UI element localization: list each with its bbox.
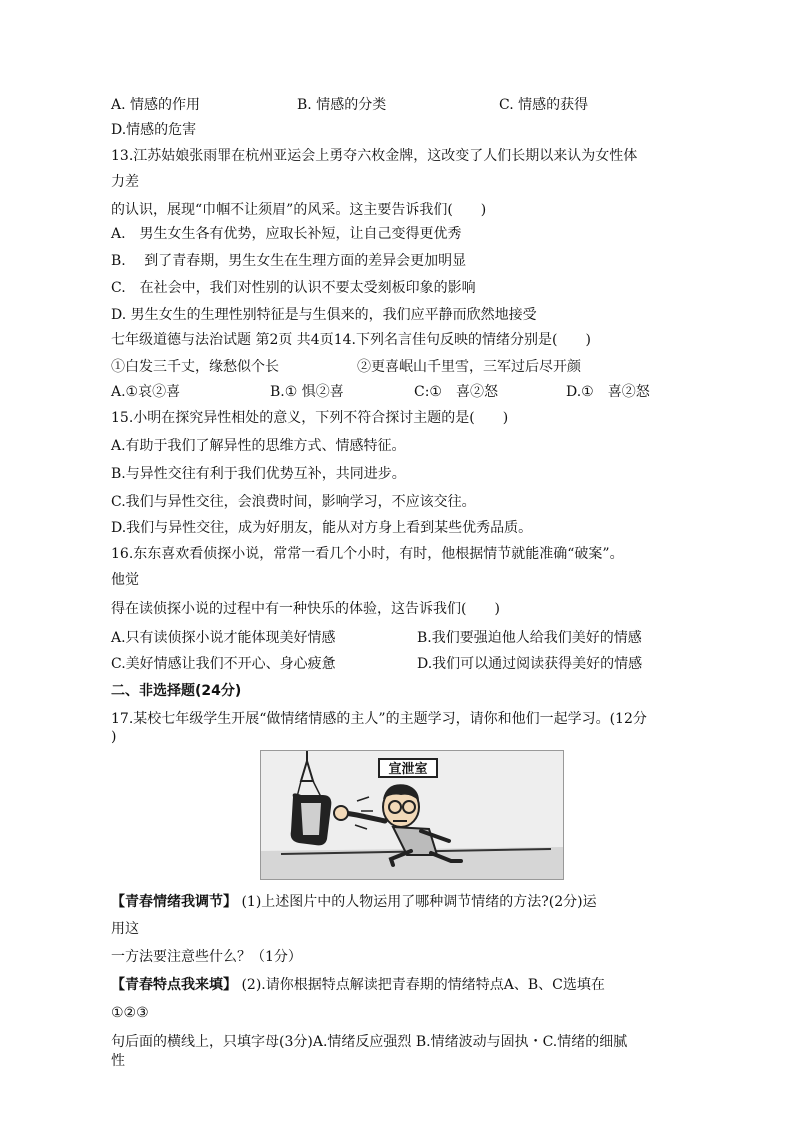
q17-part2-line1: [111, 976, 605, 994]
q17-part1-line2: 用这: [111, 921, 139, 937]
q17-stem-line2: ): [111, 729, 117, 745]
q14-option-c: C:① 喜②怒: [414, 384, 498, 400]
venting-room-illustration: [260, 750, 564, 880]
cartoon-drawing: [261, 751, 563, 879]
q14-option-a: A.①哀②喜: [111, 384, 181, 400]
q15-option-d: D.我们与异性交往，成为好朋友，能从对方身上看到某些优秀品质。: [111, 520, 533, 536]
q13-option-c: C. 在社会中，我们对性别的认识不要太受刻板印象的影响: [111, 280, 476, 296]
q14-stem: 七年级道德与法治试题 第2页 共4页14.下列名言佳句反映的情绪分别是( ): [111, 332, 591, 348]
q17-part1-line1: [111, 893, 597, 911]
q15-option-a: A.有助于我们了解异性的思维方式、情感特征。: [111, 438, 406, 454]
q16-option-c: C.美好情感让我们不开心、身心疲惫: [111, 656, 336, 672]
q12-option-d: D.情感的危害: [111, 122, 197, 138]
q14-option-d: D.① 喜②怒: [566, 384, 650, 400]
q12-option-c: C. 情感的获得: [499, 97, 589, 113]
q14-quote2: ②更喜岷山千里雪，三军过后尽开颜: [357, 359, 581, 375]
q12-option-a: A. 情感的作用: [111, 97, 201, 113]
q17-part2-tag: 【青春特点我来填】: [111, 977, 237, 993]
q14-option-b: B.① 惧②喜: [270, 384, 344, 400]
q17-stem-line1: 17.某校七年级学生开展“做情绪情感的主人”的主题学习，请你和他们一起学习。(12分: [111, 711, 647, 727]
q13-stem-line1: 13.江苏姑娘张雨罪在杭州亚运会上勇夺六枚金牌，这改变了人们长期以来认为女性体: [111, 148, 638, 164]
q13-option-d: D. 男生女生的生理性别特征是与生俱来的，我们应平静而欣然地接受: [111, 307, 537, 323]
q15-stem: 15.小明在探究异性相处的意义，下列不符合探讨主题的是( ): [111, 410, 509, 426]
q16-stem-line2: 他觉: [111, 572, 139, 588]
q17-part2-line4: 性: [111, 1053, 125, 1069]
q17-part2-line3: 句后面的横线上，只填字母(3分)A.情绪反应强烈 B.情绪波动与固执・C.情绪的细腻: [111, 1034, 628, 1050]
q17-part1-line3: 一方法要注意些什么？（1分）: [111, 949, 302, 965]
figure-sign-text: 宣泄室: [388, 762, 428, 777]
q16-stem-line3: 得在读侦探小说的过程中有一种快乐的体验，这告诉我们( ): [111, 601, 500, 617]
q16-option-d: D.我们可以通过阅读获得美好的情感: [417, 656, 643, 672]
q12-option-b: B. 情感的分类: [297, 97, 387, 113]
q16-option-a: A.只有读侦探小说才能体现美好情感: [111, 630, 336, 646]
q17-part2-text: (2).请你根据特点解读把青春期的情绪特点A、B、C选填在: [241, 977, 605, 993]
q16-option-b: B.我们要强迫他人给我们美好的情感: [417, 630, 642, 646]
q17-part1-tag: 【青春情绪我调节】: [111, 894, 237, 910]
q16-stem-line1: 16.东东喜欢看侦探小说，常常一看几个小时，有时，他根据情节就能准确“破案”。: [111, 546, 624, 562]
q13-stem-line2: 力差: [111, 174, 139, 190]
q15-option-b: B.与异性交往有利于我们优势互补，共同进步。: [111, 466, 406, 482]
section-title: 二、非选择题(24分): [111, 683, 242, 699]
q15-option-c: C.我们与异性交往，会浪费时间，影响学习，不应该交往。: [111, 494, 476, 510]
q13-stem-line3: 的认识，展现“巾帼不让须眉”的风采。这主要告诉我们( ): [111, 202, 487, 218]
q13-option-b: B. 到了青春期，男生女生在生理方面的差异会更加明显: [111, 253, 467, 269]
q17-part1-text: (1)上述图片中的人物运用了哪种调节情绪的方法?(2分)运: [241, 894, 597, 910]
q17-part2-line2: ①②③: [111, 1005, 149, 1021]
q14-quote1: ①白发三千丈，缘愁似个长: [111, 359, 279, 375]
q13-option-a: A. 男生女生各有优势，应取长补短，让自己变得更优秀: [111, 226, 462, 242]
